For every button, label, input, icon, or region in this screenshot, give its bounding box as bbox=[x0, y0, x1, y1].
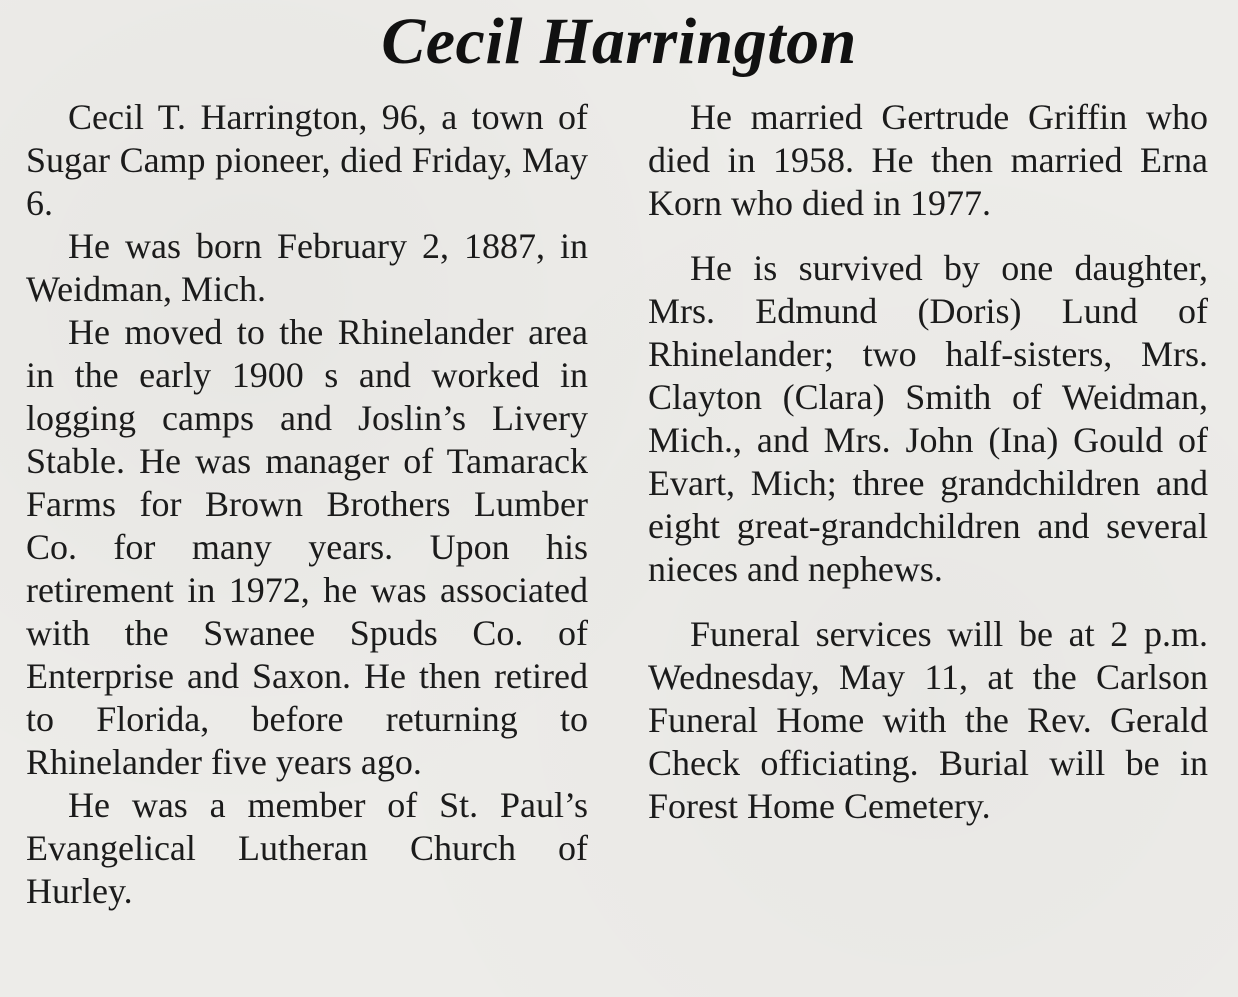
paragraph-death-notice: Cecil T. Harrington, 96, a town of Sugar Camp pioneer, died Friday, May 6. bbox=[26, 97, 588, 223]
obituary-title: Cecil Harrington bbox=[381, 5, 857, 78]
paragraph-birth: He was born February 2, 1887, in Weidman, Mich. bbox=[26, 226, 588, 309]
left-column bbox=[26, 96, 588, 913]
paragraph-survivors: He is survived by one daughter, Mrs. Edmund (Doris) Lund of Rhinelander; two half-sisters, Mrs. Clayton (Clara) Smith of Weidman, Mich., and Mrs. John (Ina) Gould of Evart, Mich; three grandchildren and eight great-grandchildren and several nieces and nephews. bbox=[648, 248, 1208, 589]
right-column bbox=[648, 96, 1208, 828]
paragraph-church: He was a member of St. Paul’s Evangelical Lutheran Church of Hurley. bbox=[26, 785, 588, 911]
paragraph-funeral: Funeral services will be at 2 p.m. Wednesday, May 11, at the Carlson Funeral Home with the Rev. Gerald Check officiating. Burial will be in Forest Home Cemetery. bbox=[648, 614, 1208, 826]
paragraph-marriage: He married Gertrude Griffin who died in 1958. He then married Erna Korn who died in 1977. bbox=[648, 97, 1208, 223]
paragraph-career: He moved to the Rhinelander area in the early 1900 s and worked in logging camps and Joslin’s Livery Stable. He was manager of Tamarack Farms for Brown Brothers Lumber Co. for many years. Upon his retirement in 1972, he was associated with the Swanee Spuds Co. of Enterprise and Saxon. He then retired to Florida, before returning to Rhinelander five years ago. bbox=[26, 312, 588, 782]
